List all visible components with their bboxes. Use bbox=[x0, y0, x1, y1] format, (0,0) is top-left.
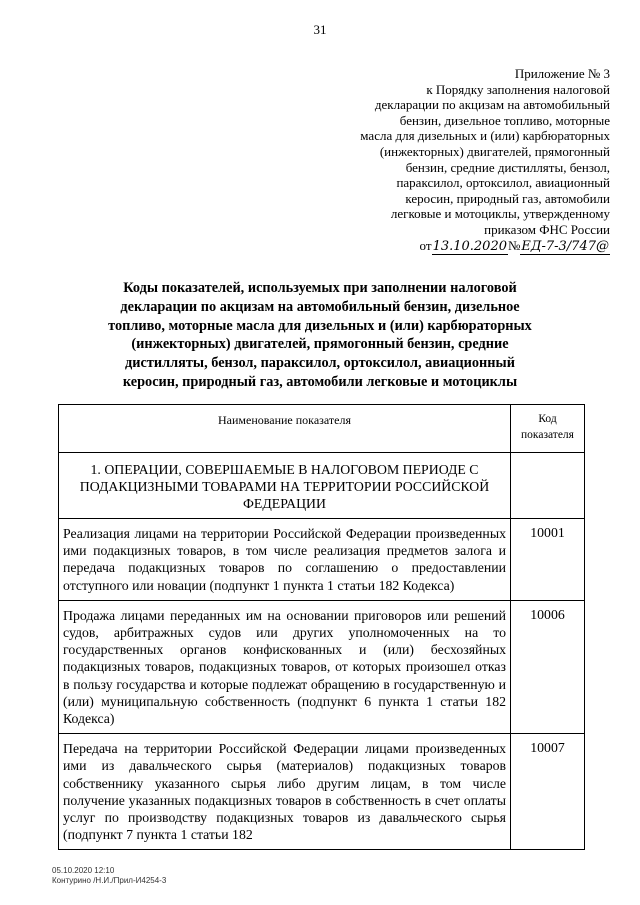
footer-stamp bbox=[52, 866, 166, 886]
footer-timestamp: 05.10.2020 12:10 bbox=[52, 866, 115, 875]
appendix-line: к Порядку заполнения налоговой bbox=[426, 81, 610, 97]
order-number-handwritten: ЕД-7-3/747@ bbox=[521, 238, 609, 254]
section-row bbox=[59, 453, 585, 519]
indicator-code: 10006 bbox=[511, 600, 585, 733]
indicator-name: Реализация лицами на территории Российской Федерации произведенных ими подакцизных товаров, в том числе реализация предметов залога и передача подакцизных товаров по соглашению о предоставлении отступного или новации (подпункт 1 пункта 1 статьи 182 Кодекса) bbox=[59, 519, 511, 601]
section-code-cell bbox=[511, 453, 585, 519]
table-row bbox=[59, 734, 585, 850]
table-row bbox=[59, 519, 585, 601]
order-date-number bbox=[270, 238, 610, 256]
number-label: № bbox=[508, 237, 521, 253]
title-line: керосин, природный газ, автомобили легковые и мотоциклы bbox=[122, 373, 518, 390]
header-code: Код показателя bbox=[511, 405, 585, 453]
appendix-line: керосин, природный газ, автомобили bbox=[405, 190, 610, 206]
appendix-line: параксилол, ортоксилол, авиационный bbox=[396, 175, 610, 191]
from-label: от bbox=[419, 237, 432, 253]
appendix-line: бензин, дизельное топливо, моторные bbox=[399, 112, 610, 128]
indicator-code: 10001 bbox=[511, 519, 585, 601]
indicator-name: Продажа лицами переданных им на основании приговоров или решений судов, арбитражных судов или других уполномоченных на то государственных органов конфискованных и (или) бесхозяйных подакцизных товаров, подакцизных товаров, от которых произошел отказ в пользу государства и которые подлежат обращению в государственную и (или) муниципальную собственность (подпункт 6 пункта 1 статьи 182 Кодекса) bbox=[59, 600, 511, 733]
title-line: (инжекторных) двигателей, прямогонный бензин, средние bbox=[131, 336, 509, 353]
document-title bbox=[80, 279, 560, 392]
indicator-name: Передача на территории Российской Федерации лицами произведенных ими из давальческого сырья (материалов) подакцизных товаров собственнику указанного сырья либо другим лицам, в том числе получение указанных подакцизных товаров в собственность в счет оплаты услуг по производству подакцизных товаров из давальческого сырья (подпункт 7 пункта 1 статьи 182 bbox=[59, 734, 511, 850]
table-header-row bbox=[59, 405, 585, 453]
section-title: 1. ОПЕРАЦИИ, СОВЕРШАЕМЫЕ В НАЛОГОВОМ ПЕРИОДЕ С ПОДАКЦИЗНЫМИ ТОВАРАМИ НА ТЕРРИТОРИИ РОССИЙСКОЙ ФЕДЕРАЦИИ bbox=[59, 453, 511, 519]
appendix-line: (инжекторных) двигателей, прямогонный bbox=[379, 143, 610, 159]
indicator-code: 10007 bbox=[511, 734, 585, 850]
codes-table bbox=[58, 404, 585, 850]
footer-file-path: Контурино /Н.И./Прил-И4254-3 bbox=[52, 876, 167, 885]
header-name: Наименование показателя bbox=[59, 405, 511, 453]
table-row bbox=[59, 600, 585, 733]
appendix-line: приказом ФНС России bbox=[484, 221, 610, 237]
appendix-line: декларации по акцизам на автомобильный bbox=[374, 97, 610, 113]
appendix-block bbox=[270, 66, 610, 255]
title-line: Коды показателей, используемых при заполнении налоговой bbox=[123, 280, 517, 296]
appendix-line: масла для дизельных и (или) карбюраторных bbox=[360, 128, 610, 144]
page-number: 31 bbox=[313, 22, 327, 37]
appendix-line: легковые и мотоциклы, утвержденному bbox=[390, 206, 610, 222]
appendix-line: Приложение № 3 bbox=[514, 66, 610, 81]
title-line: дистилляты, бензол, параксилол, ортоксилол, авиационный bbox=[125, 355, 515, 372]
title-line: топливо, моторные масла для дизельных и (или) карбюраторных bbox=[108, 317, 532, 334]
title-line: декларации по акцизам на автомобильный бензин, дизельное bbox=[120, 298, 520, 315]
appendix-line: бензин, средние дистилляты, бензол, bbox=[405, 159, 610, 175]
order-date-handwritten: 13.10.2020 bbox=[432, 238, 507, 254]
